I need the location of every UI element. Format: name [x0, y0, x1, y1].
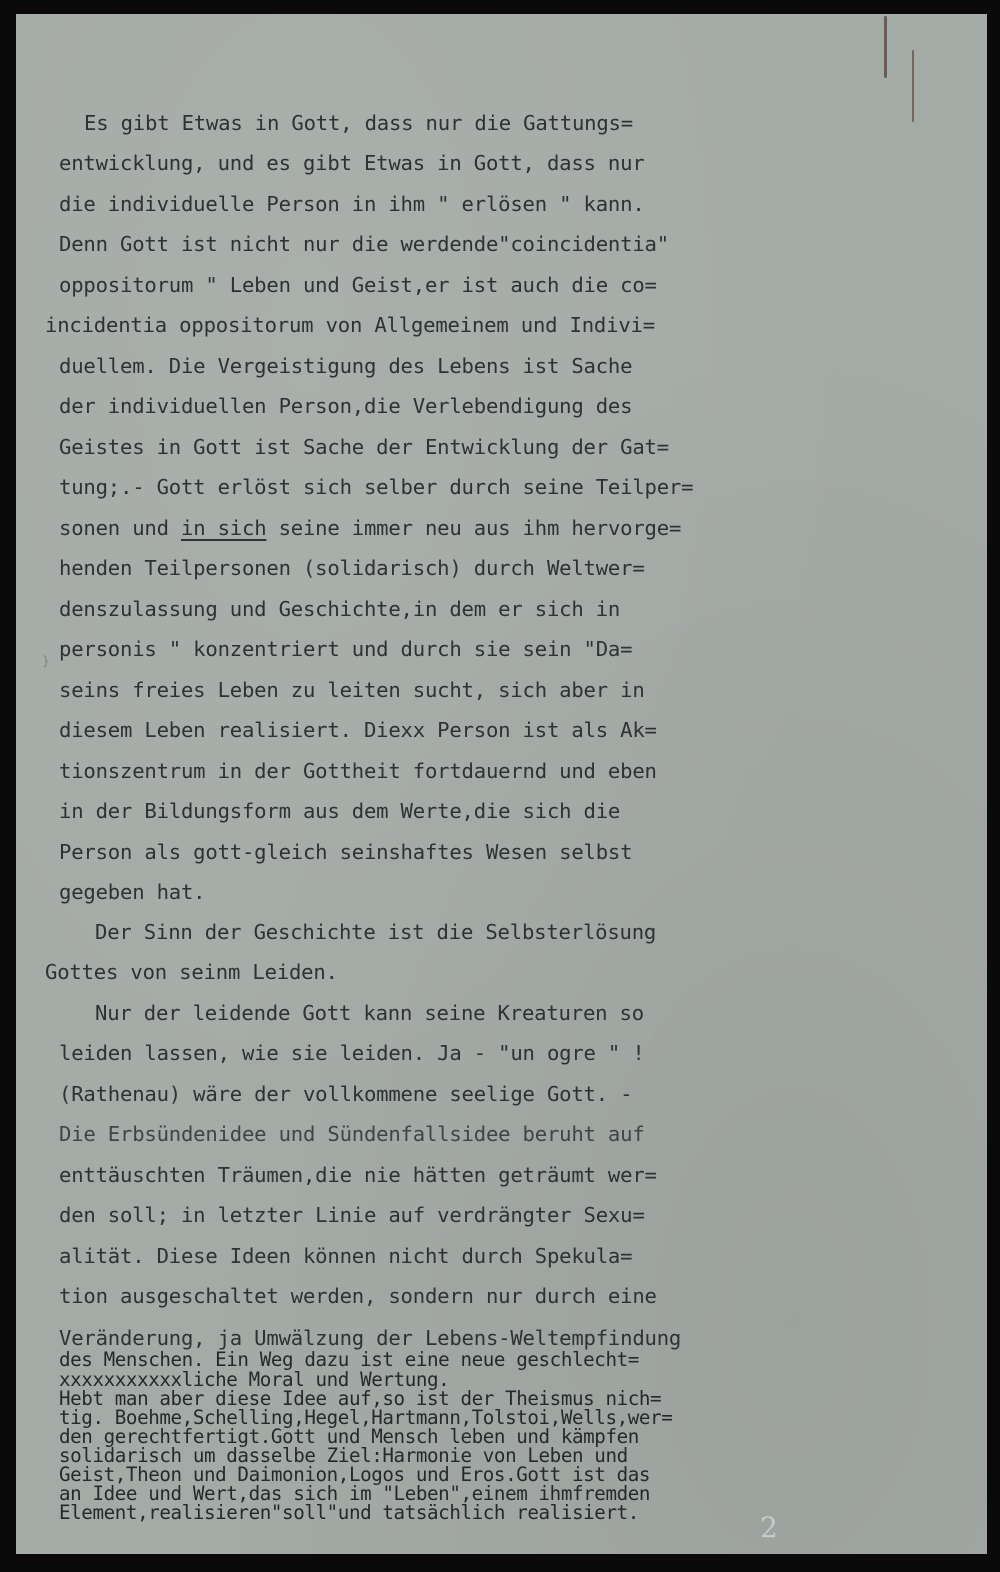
text-line: diesem Leben realisiert. Diexx Person ist als Ak=: [59, 718, 657, 742]
document-page: [16, 14, 987, 1554]
text-line: tig. Boehme,Schelling,Hegel,Hartmann,Tolstoi,Wells,wer=: [59, 1406, 673, 1429]
text-line: Hebt man aber diese Idee auf,so ist der Theismus nich=: [59, 1387, 662, 1410]
text-line: gegeben hat.: [59, 880, 206, 904]
text-line: alität. Diese Ideen können nicht durch Spekula=: [59, 1244, 633, 1268]
text-line: Gottes von seinm Leiden.: [45, 960, 338, 984]
text-line: die individuelle Person in ihm " erlösen " kann.: [59, 192, 645, 216]
text-line: xxxxxxxxxxxliche Moral und Wertung.: [59, 1368, 450, 1391]
text-line: leiden lassen, wie sie leiden. Ja - "un ogre " !: [59, 1041, 645, 1065]
text-line: des Menschen. Ein Weg dazu ist eine neue geschlecht=: [59, 1348, 639, 1371]
text-line: personis " konzentriert und durch sie sein "Da=: [59, 637, 633, 661]
text-line: Veränderung, ja Umwälzung der Lebens-Weltempfindung: [59, 1326, 682, 1350]
text-line: an Idee und Wert,das sich im "Leben",einem ihmfremden: [59, 1482, 651, 1505]
text-line: Geistes in Gott ist Sache der Entwicklung der Gat=: [59, 435, 669, 459]
text-line: der individuellen Person,die Verlebendigung des: [59, 394, 633, 418]
text-line: henden Teilpersonen (solidarisch) durch Weltwer=: [59, 556, 645, 580]
text-line: denszulassung und Geschichte,in dem er sich in: [59, 597, 621, 621]
margin-mark: }: [42, 654, 50, 668]
text-line: den soll; in letzter Linie auf verdrängter Sexu=: [59, 1203, 645, 1227]
text-line: tion ausgeschaltet werden, sondern nur durch eine: [59, 1284, 657, 1308]
text-line: enttäuschten Träumen,die nie hätten geträumt wer=: [59, 1163, 657, 1187]
typewritten-text: [16, 14, 987, 1554]
text-line: den gerechtfertigt.Gott und Mensch leben und kämpfen: [59, 1425, 639, 1448]
text-line: in der Bildungsform aus dem Werte,die sich die: [59, 799, 621, 823]
underlined-phrase: in sich: [181, 516, 267, 540]
text-line: Es gibt Etwas in Gott, dass nur die Gattungs=: [84, 111, 633, 135]
text-line: (Rathenau) wäre der vollkommene seelige Gott. -: [59, 1082, 633, 1106]
text-line: oppositorum " Leben und Geist,er ist auch die co=: [59, 273, 657, 297]
text-segment: seine immer neu aus ihm hervorge=: [266, 516, 682, 540]
page-number: 2: [760, 1511, 778, 1544]
text-line: solidarisch um dasselbe Ziel:Harmonie von Leben und: [59, 1444, 628, 1467]
text-line: seins freies Leben zu leiten sucht, sich aber in: [59, 678, 645, 702]
text-line: duellem. Die Vergeistigung des Lebens ist Sache: [59, 354, 633, 378]
text-line: Die Erbsündenidee und Sündenfallsidee beruht auf: [59, 1122, 645, 1146]
text-line: Nur der leidende Gott kann seine Kreaturen so: [95, 1001, 644, 1025]
text-line: Person als gott-gleich seinshaftes Wesen selbst: [59, 840, 633, 864]
text-line: tionszentrum in der Gottheit fortdauernd und eben: [59, 759, 657, 783]
text-line: Der Sinn der Geschichte ist die Selbsterlösung: [95, 920, 657, 944]
text-line: Element,realisieren"soll"und tatsächlich realisiert.: [59, 1501, 639, 1524]
text-line: entwicklung, und es gibt Etwas in Gott, dass nur: [59, 151, 645, 175]
text-line: Denn Gott ist nicht nur die werdende"coincidentia": [59, 232, 669, 256]
text-line: Geist,Theon und Daimonion,Logos und Eros.Gott ist das: [59, 1463, 651, 1486]
text-line: incidentia oppositorum von Allgemeinem und Indivi=: [45, 313, 655, 337]
text-segment: sonen und: [59, 516, 181, 540]
text-line: [59, 518, 681, 539]
text-line: tung;.- Gott erlöst sich selber durch seine Teilper=: [59, 475, 694, 499]
